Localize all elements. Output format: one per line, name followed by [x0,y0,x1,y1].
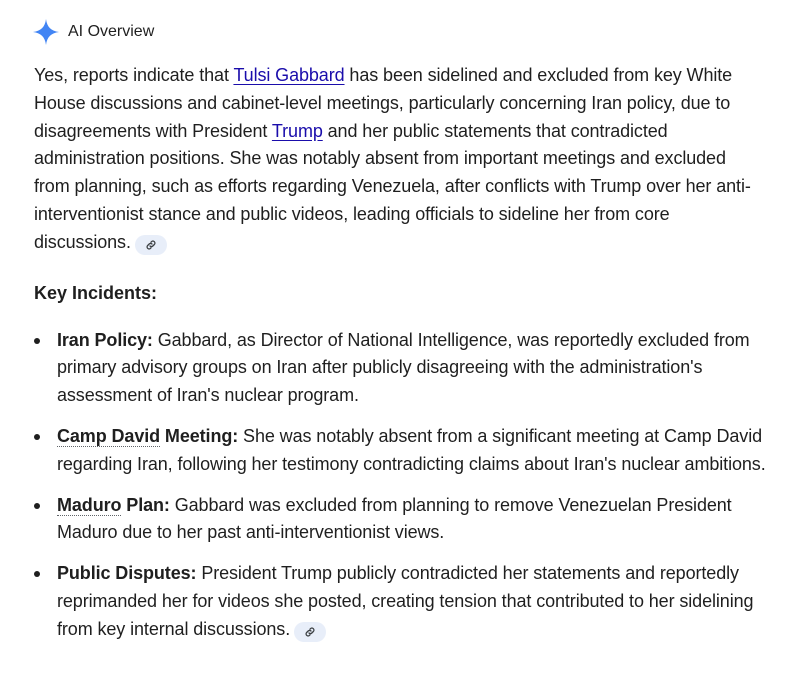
summary-text: Yes, reports indicate that [34,65,234,85]
sparkle-icon [32,18,60,46]
incident-title: Plan: [121,494,170,515]
tulsi-gabbard-link[interactable]: Tulsi Gabbard [233,65,345,85]
incident-text: She was notably absent from a significant meeting at Camp David regarding Iran, following her testimony contradicting claims about Iran's nuclear ambitions. [57,425,766,474]
key-incidents-heading: Key Incidents: [34,282,158,303]
key-incidents-list [34,327,766,644]
link-icon [145,239,157,251]
summary-text: and her public statements that contradicted administration positions. She was notably absent from important meetings and excluded from planning, such as efforts regarding Venezuela, after conflicts with Trump over her anti-interventionist stance and public videos, leading officials to sideline her from core discussions. [34,120,751,252]
incident-text: Gabbard was excluded from planning to remove Venezuelan President Maduro due to her past anti-interventionist views. [57,494,732,543]
incident-title: Iran Policy: [57,329,153,350]
source-link-chip[interactable] [135,235,167,255]
list-item [34,327,766,410]
incident-title: Meeting: [160,425,239,446]
camp-david-entity-link[interactable]: Camp David [57,425,161,446]
list-item [34,492,766,548]
list-item [34,560,766,643]
maduro-entity-link[interactable]: Maduro [57,494,122,515]
bullet-icon [34,338,40,344]
bullet-icon [34,434,40,440]
summary-paragraph [34,62,766,257]
list-item [34,423,766,479]
bullet-icon [34,571,40,577]
trump-link[interactable]: Trump [271,120,323,141]
summary-text: has been sidelined and excluded from key White House discussions and cabinet-level meetings, particularly concerning Iran policy, due to disagreements with President [34,65,733,141]
incident-title: Public Disputes: [57,563,197,584]
incident-text: President Trump publicly contradicted her statements and reportedly reprimanded her for videos she posted, creating tension that contributed to her sidelining from key internal discussions. [57,563,754,639]
ai-overview-header [34,16,766,48]
source-link-chip[interactable] [294,622,326,642]
link-icon [304,626,316,638]
incident-text: Gabbard, as Director of National Intelligence, was reportedly excluded from primary advisory groups on Iran after publicly disagreeing with the administration's assessment of Iran's nuclear program. [57,329,750,406]
bullet-icon [34,503,40,509]
ai-overview-title: AI Overview [68,23,155,40]
